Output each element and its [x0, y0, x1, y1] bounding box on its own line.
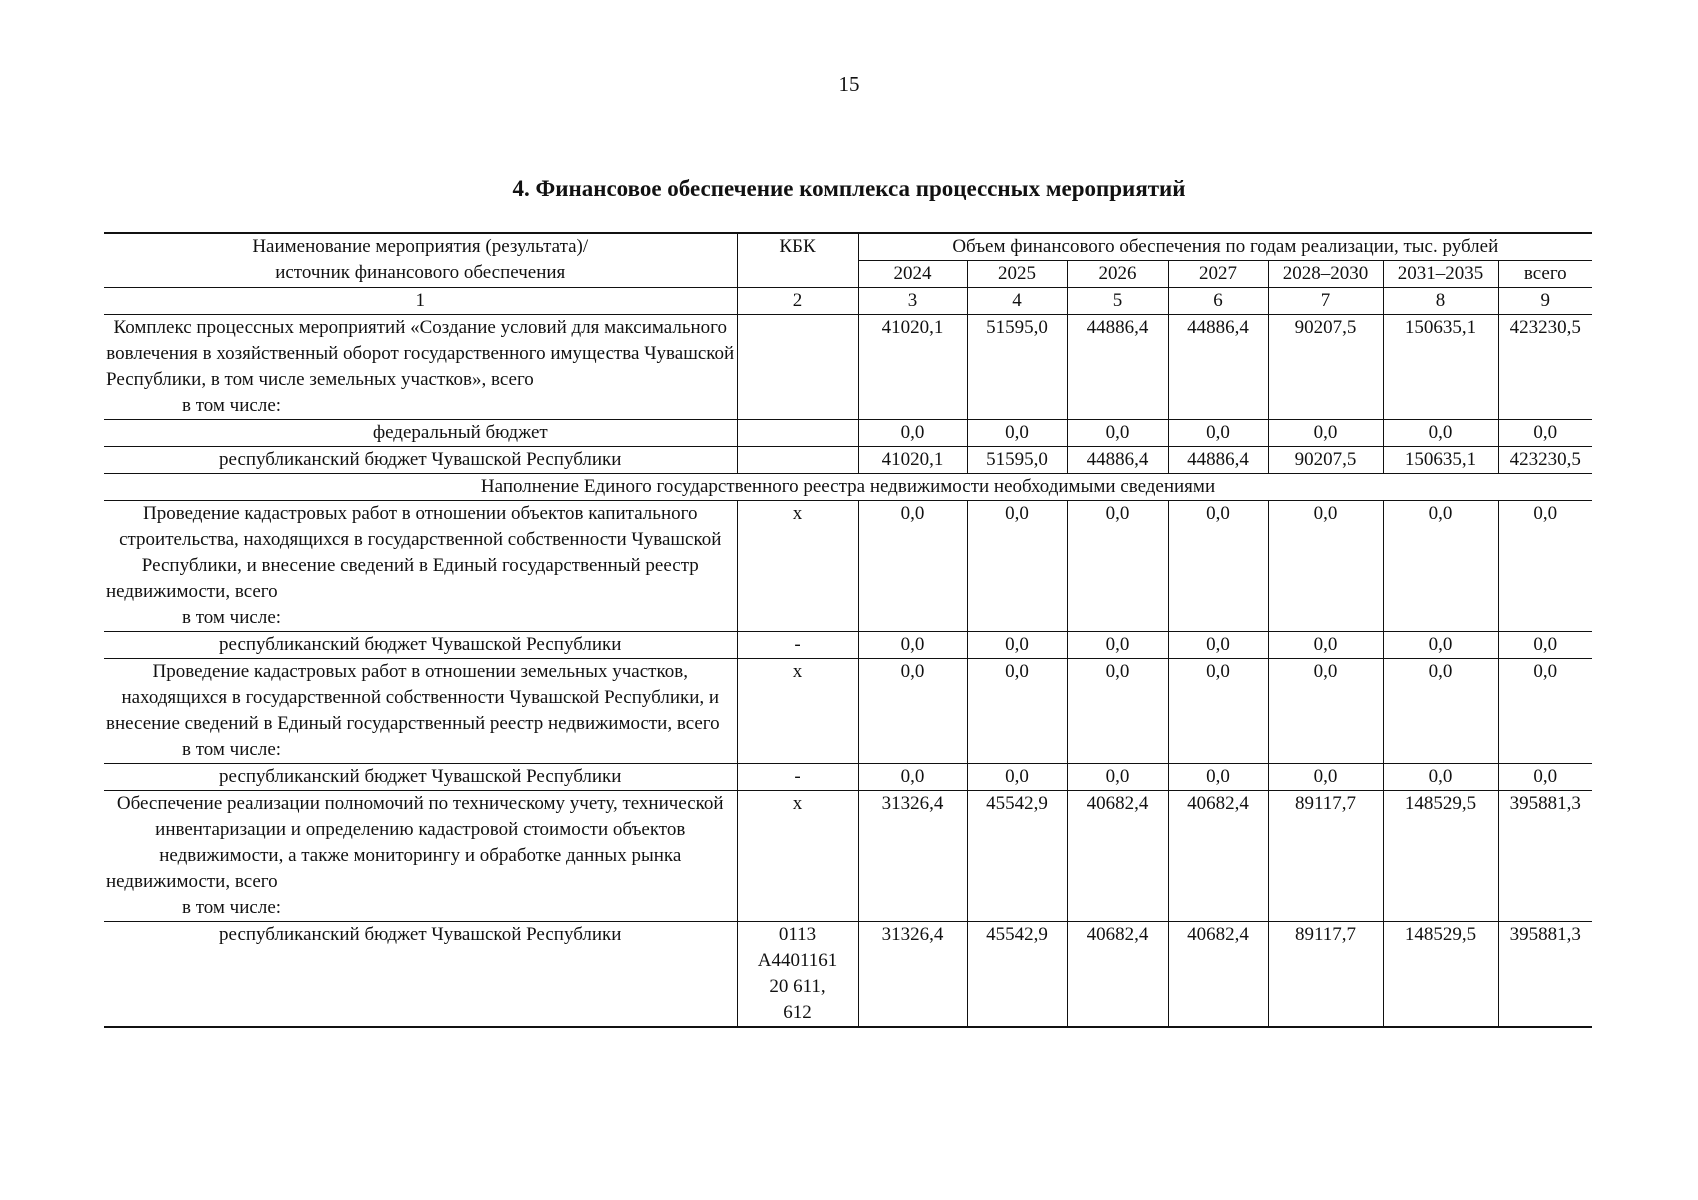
- table-row: [104, 791, 1592, 922]
- row-name: [104, 659, 737, 764]
- value-cell: 44886,4: [1067, 447, 1168, 474]
- row-name: [104, 501, 737, 632]
- kbk-line: 0113: [778, 924, 817, 945]
- column-number: 9: [1498, 288, 1592, 315]
- table-row: [104, 764, 1592, 791]
- header-row: [104, 233, 1592, 261]
- value-cell: 0,0: [1268, 420, 1383, 447]
- value-cell: 40682,4: [1168, 791, 1268, 922]
- table-row: [104, 632, 1592, 659]
- value-cell: 40682,4: [1067, 922, 1168, 1028]
- value-cell: 0,0: [1268, 764, 1383, 791]
- value-cell: 395881,3: [1498, 922, 1592, 1028]
- value-cell: 0,0: [858, 764, 967, 791]
- header-kbk: КБК: [737, 233, 858, 288]
- row-name-text: Обеспечение реализации полномочий по техническому учету, технической инвентаризации и определению кадастровой стоимости объектов недвижимости, а также мониторингу и обработке данных рынка недвижимости, всего: [106, 793, 724, 892]
- value-cell: 0,0: [1498, 764, 1592, 791]
- header-year: 2024: [858, 261, 967, 288]
- table-row: [104, 420, 1592, 447]
- value-cell: 40682,4: [1067, 791, 1168, 922]
- value-cell: 0,0: [1168, 501, 1268, 632]
- column-number: 2: [737, 288, 858, 315]
- value-cell: 45542,9: [967, 791, 1067, 922]
- value-cell: 148529,5: [1383, 791, 1498, 922]
- value-cell: 0,0: [1498, 632, 1592, 659]
- value-cell: 0,0: [1067, 501, 1168, 632]
- value-cell: 89117,7: [1268, 922, 1383, 1028]
- value-cell: 0,0: [1168, 420, 1268, 447]
- value-cell: 45542,9: [967, 922, 1067, 1028]
- value-cell: 0,0: [1067, 420, 1168, 447]
- header-total: всего: [1498, 261, 1592, 288]
- value-cell: 44886,4: [1168, 447, 1268, 474]
- header-year: 2025: [967, 261, 1067, 288]
- value-cell: 0,0: [1383, 632, 1498, 659]
- row-name: [104, 315, 737, 420]
- value-cell: 89117,7: [1268, 791, 1383, 922]
- value-cell: 51595,0: [967, 315, 1067, 420]
- header-name-line1: Наименование мероприятия (результата)/: [252, 236, 589, 257]
- column-number: 6: [1168, 288, 1268, 315]
- value-cell: 0,0: [1168, 764, 1268, 791]
- value-cell: 31326,4: [858, 791, 967, 922]
- value-cell: 0,0: [1383, 764, 1498, 791]
- header-name-column: [104, 233, 737, 288]
- header-year: 2026: [1067, 261, 1168, 288]
- value-cell: 0,0: [1268, 632, 1383, 659]
- value-cell: 0,0: [858, 420, 967, 447]
- including-label: в том числе:: [182, 739, 282, 760]
- value-cell: 150635,1: [1383, 315, 1498, 420]
- header-year: 2028–2030: [1268, 261, 1383, 288]
- including-label: в том числе:: [182, 897, 282, 918]
- value-cell: 0,0: [1268, 659, 1383, 764]
- column-number: 3: [858, 288, 967, 315]
- value-cell: 0,0: [1067, 764, 1168, 791]
- table-row: [104, 447, 1592, 474]
- column-number: 4: [967, 288, 1067, 315]
- table-row: [104, 659, 1592, 764]
- including-label: в том числе:: [182, 607, 282, 628]
- column-number: 8: [1383, 288, 1498, 315]
- value-cell: 0,0: [967, 632, 1067, 659]
- section-title: 4. Финансовое обеспечение комплекса процессных мероприятий: [512, 176, 1186, 201]
- value-cell: 0,0: [1067, 632, 1168, 659]
- value-cell: 0,0: [858, 501, 967, 632]
- row-name: республиканский бюджет Чувашской Республики: [104, 447, 737, 474]
- page-number: 15: [838, 72, 860, 96]
- value-cell: 423230,5: [1498, 315, 1592, 420]
- row-name-text: Проведение кадастровых работ в отношении земельных участков, находящихся в государственной собственности Чувашской Республики, и внесение сведений в Единый государственный реестр недвижимости, всего: [106, 661, 720, 734]
- value-cell: 148529,5: [1383, 922, 1498, 1028]
- row-name: республиканский бюджет Чувашской Республики: [104, 922, 737, 1028]
- kbk-line: 612: [783, 1002, 812, 1023]
- row-name: федеральный бюджет: [104, 420, 737, 447]
- value-cell: 0,0: [967, 501, 1067, 632]
- financing-table: [104, 232, 1592, 1028]
- value-cell: 0,0: [1268, 501, 1383, 632]
- value-cell: 44886,4: [1067, 315, 1168, 420]
- kbk-cell: x: [737, 791, 858, 922]
- section-heading: Наполнение Единого государственного реестра недвижимости необходимыми сведениями: [104, 474, 1592, 501]
- kbk-line: А4401161: [757, 950, 838, 971]
- header-year: 2031–2035: [1383, 261, 1498, 288]
- table-row: [104, 501, 1592, 632]
- value-cell: 41020,1: [858, 315, 967, 420]
- kbk-cell: -: [737, 632, 858, 659]
- kbk-cell: [737, 447, 858, 474]
- value-cell: 0,0: [1168, 632, 1268, 659]
- kbk-cell: -: [737, 764, 858, 791]
- value-cell: 423230,5: [1498, 447, 1592, 474]
- row-name: [104, 791, 737, 922]
- value-cell: 150635,1: [1383, 447, 1498, 474]
- value-cell: 40682,4: [1168, 922, 1268, 1028]
- row-name: республиканский бюджет Чувашской Республики: [104, 764, 737, 791]
- value-cell: 0,0: [858, 659, 967, 764]
- column-numbers-row: [104, 288, 1592, 315]
- value-cell: 0,0: [1168, 659, 1268, 764]
- column-number: 5: [1067, 288, 1168, 315]
- value-cell: 41020,1: [858, 447, 967, 474]
- value-cell: 0,0: [1498, 501, 1592, 632]
- kbk-cell: [737, 315, 858, 420]
- value-cell: 0,0: [1383, 420, 1498, 447]
- value-cell: 90207,5: [1268, 315, 1383, 420]
- kbk-cell: [737, 420, 858, 447]
- value-cell: 0,0: [967, 659, 1067, 764]
- value-cell: 0,0: [1383, 659, 1498, 764]
- column-number: 7: [1268, 288, 1383, 315]
- value-cell: 0,0: [858, 632, 967, 659]
- kbk-line: 20 611,: [769, 976, 826, 997]
- header-volume: Объем финансового обеспечения по годам реализации, тыс. рублей: [858, 233, 1592, 261]
- value-cell: 51595,0: [967, 447, 1067, 474]
- value-cell: 31326,4: [858, 922, 967, 1028]
- table-row: [104, 315, 1592, 420]
- value-cell: 90207,5: [1268, 447, 1383, 474]
- row-name-text: Комплекс процессных мероприятий «Создание условий для максимального вовлечения в хозяйственный оборот государственного имущества Чувашской Республики, в том числе земельных участков», всего: [106, 317, 735, 390]
- row-name-text: Проведение кадастровых работ в отношении объектов капитального строительства, находящихся в государственной собственности Чувашской Республики, и внесение сведений в Единый государственный реестр недвижимости, всего: [106, 503, 722, 602]
- value-cell: 0,0: [1383, 501, 1498, 632]
- kbk-cell: [737, 922, 858, 1028]
- value-cell: 0,0: [967, 420, 1067, 447]
- section-row: [104, 474, 1592, 501]
- value-cell: 395881,3: [1498, 791, 1592, 922]
- value-cell: 0,0: [1498, 659, 1592, 764]
- column-number: 1: [104, 288, 737, 315]
- value-cell: 0,0: [1498, 420, 1592, 447]
- row-name: республиканский бюджет Чувашской Республики: [104, 632, 737, 659]
- including-label: в том числе:: [182, 395, 282, 416]
- kbk-cell: x: [737, 659, 858, 764]
- header-year: 2027: [1168, 261, 1268, 288]
- value-cell: 0,0: [1067, 659, 1168, 764]
- header-name-line2: источник финансового обеспечения: [275, 262, 566, 283]
- table-row: [104, 922, 1592, 1028]
- value-cell: 44886,4: [1168, 315, 1268, 420]
- kbk-cell: x: [737, 501, 858, 632]
- value-cell: 0,0: [967, 764, 1067, 791]
